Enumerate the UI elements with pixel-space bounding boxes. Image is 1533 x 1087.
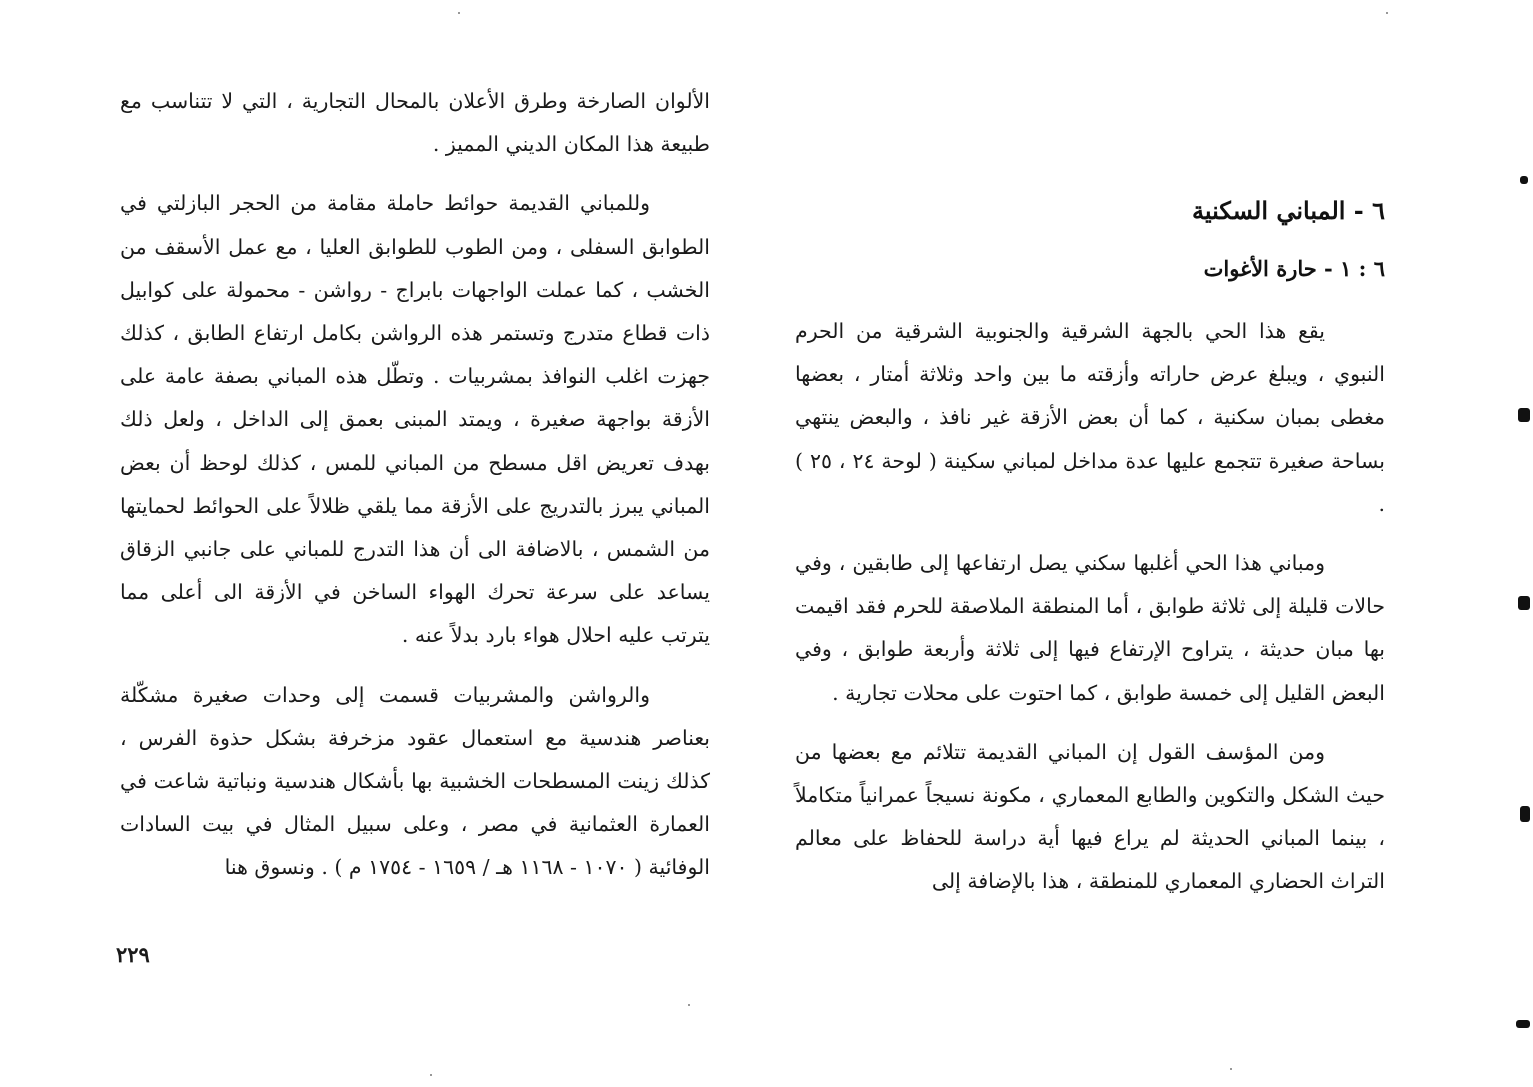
subsection-heading: ٦ : ١ - حارة الأغوات (1203, 256, 1385, 281)
scan-edge-mark (1518, 408, 1530, 422)
right-paragraph-1: يقع هذا الحي بالجهة الشرقية والجنوبية الشرقية من الحرم النبوي ، ويبلغ عرض حاراته وأزقته ما بين واحد وثلاثة أمتار ، بعضها مغطى بمبان سكنية ، كما أن بعض الأزقة غير نافذ ، والبعض ينتهي بساحة صغيرة تتجمع عليها عدة مداخل لمباني سكينة ( لوحة ٢٤ ، ٢٥ ) . (795, 319, 1386, 516)
scan-speck (430, 1074, 432, 1076)
right-text-column (795, 310, 1385, 904)
scan-speck (688, 1004, 690, 1006)
scan-edge-mark (1520, 806, 1530, 822)
left-paragraph-2: وللمباني القديمة حوائط حاملة مقامة من الحجر البازلتي في الطوابق السفلى ، ومن الطوب للطوابق العليا ، مع عمل الأسقف من الخشب ، كما عملت الواجهات بابراج - رواشن - محمولة على كوابيل ذات قطاع متدرج وتستمر هذه الرواشن بكامل ارتفاع الطابق ، كذلك جهزت اغلب النوافذ بمشربيات . وتطّل هذه المباني بصفة عامة على الأزقة بواجهة صغيرة ، ويمتد المبنى بعمق إلى الداخل ، ولعل ذلك بهدف تعريض اقل مسطح من المباني للمس ، كذلك لوحظ أن بعض المباني يبرز بالتدريج على الأزقة مما يلقي ظلالاً على الحوائط لحمايتها من الشمس ، بالاضافة الى أن هذا التدرج للمباني على جانبي الزقاق يساعد على سرعة تحرك الهواء الساخن في الأزقة الى أعلى مما يترتب عليه احلال هواء بارد بدلاً عنه . (120, 191, 710, 648)
right-paragraph-2: ومباني هذا الحي أغلبها سكني يصل ارتفاعها إلى طابقين ، وفي حالات قليلة إلى ثلاثة طوابق ، أما المنطقة الملاصقة للحرم فقد اقيمت بها مبان حديثة ، يتراوح الإرتفاع فيها إلى ثلاثة وأربعة طوابق ، وفي البعض القليل إلى خمسة طوابق ، كما احتوت على محلات تجارية . (795, 551, 1385, 705)
scan-edge-mark (1520, 176, 1528, 184)
left-text-column (120, 80, 710, 890)
section-heading: ٦ - المباني السكنية (1191, 196, 1385, 225)
left-paragraph-1: الألوان الصارخة وطرق الأعلان بالمحال التجارية ، التي لا تتناسب مع طبيعة هذا المكان الديني المميز . (120, 89, 710, 157)
scan-speck (1230, 1068, 1232, 1070)
scan-speck (458, 12, 460, 14)
page-number: ٢٢٩ (116, 942, 150, 967)
scan-edge-mark (1516, 1020, 1530, 1028)
left-paragraph-3: والرواشن والمشربيات قسمت إلى وحدات صغيرة مشكّلة بعناصر هندسية مع استعمال عقود مزخرفة بشكل حذوة الفرس ، كذلك زينت المسطحات الخشبية بها بأشكال هندسية ونباتية شاعت في العمارة العثمانية في مصر ، وعلى سبيل المثال في بيت السادات الوفائية ( ١٠٧٠ - ١١٦٨ هـ / ١٦٥٩ - ١٧٥٤ م ) . ونسوق هنا (120, 682, 710, 880)
scan-edge-mark (1518, 596, 1530, 610)
left-page (0, 0, 766, 1087)
right-paragraph-3: ومن المؤسف القول إن المباني القديمة تتلائم مع بعضها من حيث الشكل والتكوين والطابع المعماري ، مكونة نسيجاً عمرانياً متكاملاً ، بينما المباني الحديثة لم يراع فيها أية دراسة للحفاظ على معالم التراث الحضاري المعماري للمنطقة ، هذا بالإضافة إلى (795, 739, 1385, 894)
scan-speck (1386, 12, 1388, 14)
